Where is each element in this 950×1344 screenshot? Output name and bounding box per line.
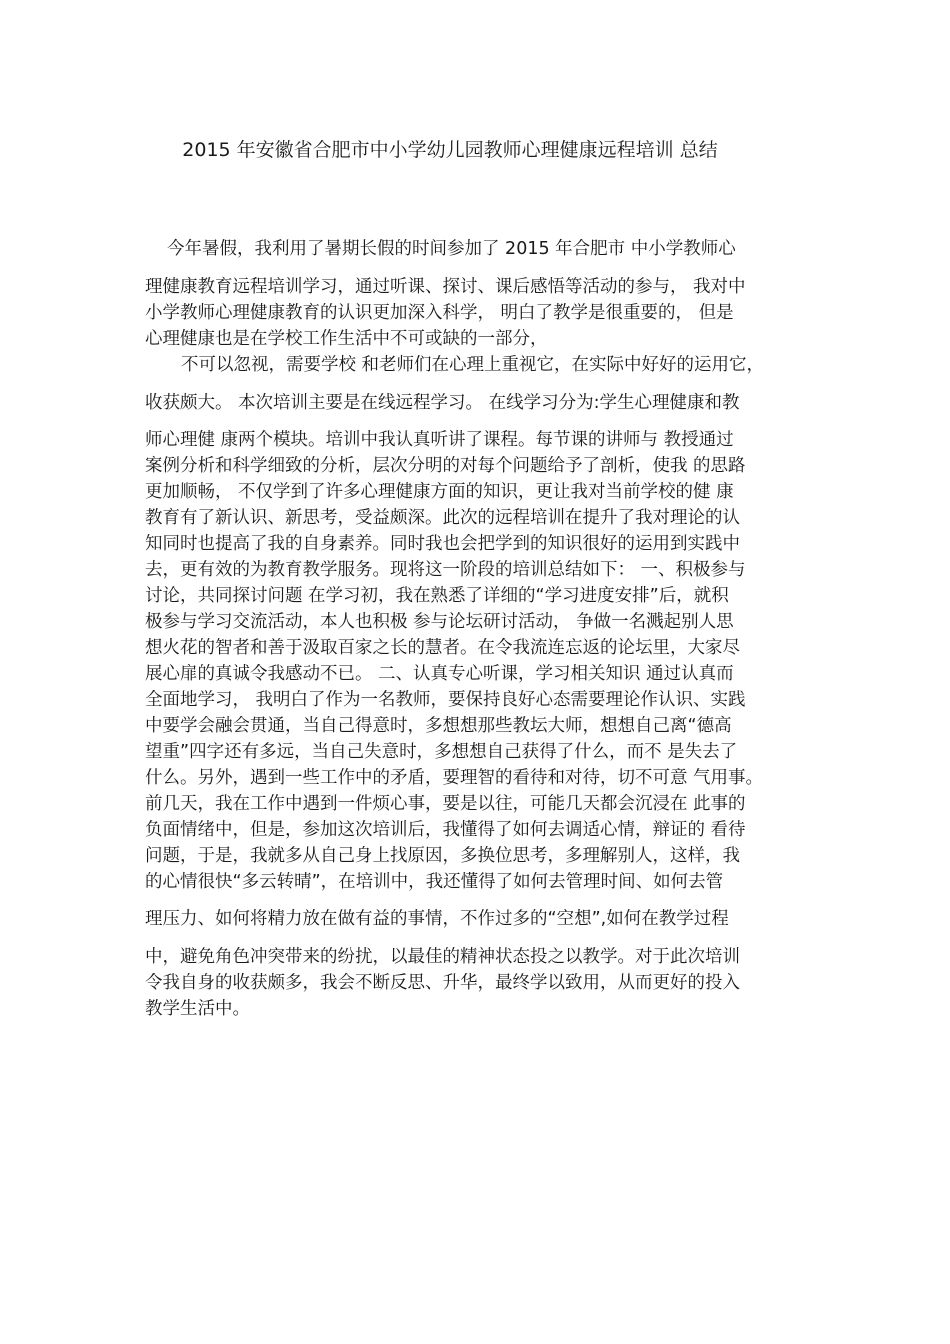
body-line: 今年暑假，我利用了暑期长假的时间参加了 2015 年合肥市 中小学教师心	[167, 239, 736, 259]
body-line: 教学生活中。	[145, 999, 250, 1019]
body-line: 极参与学习交流活动，本人也积极 参与论坛研讨活动， 争做一名溅起别人思	[145, 612, 734, 632]
body-line: 前几天，我在工作中遇到一件烦心事，要是以往，可能几天都会沉浸在 此事的	[145, 794, 746, 814]
body-line: 更加顺畅， 不仅学到了许多心理健康方面的知识，更让我对当前学校的健 康	[145, 482, 734, 502]
body-line: 收获颇大。 本次培训主要是在线远程学习。 在线学习分为:学生心理健康和教	[145, 393, 740, 413]
body-line: 中，避免角色冲突带来的纷扰，以最佳的精神状态投之以教学。对于此次培训	[145, 947, 740, 967]
body-line: 知同时也提高了我的自身素养。同时我也会把学到的知识很好的运用到实践中	[145, 534, 740, 554]
body-line: 问题，于是，我就多从自己身上找原因，多换位思考，多理解别人，这样，我	[145, 846, 740, 866]
document-title: 2015 年安徽省合肥市中小学幼儿园教师心理健康远程培训 总结	[182, 139, 718, 161]
body-line: 不可以忽视，需要学校 和老师们在心理上重视它，在实际中好好的运用它，	[181, 355, 765, 375]
body-line: 全面地学习， 我明白了作为一名教师，要保持良好心态需要理论作认识、实践	[145, 690, 746, 710]
body-line: 展心扉的真诚令我感动不已。 二、认真专心听课，学习相关知识 通过认真而	[145, 664, 734, 684]
body-line: 教育有了新认识、新思考，受益颇深。此次的远程培训在提升了我对理论的认	[145, 508, 740, 528]
body-line: 望重”四字还有多远，当自己失意时，多想想自己获得了什么，而不 是失去了	[145, 742, 738, 762]
body-line: 理健康教育远程培训学习，通过听课、探讨、课后感悟等活动的参与， 我对中	[145, 277, 746, 297]
body-line: 小学教师心理健康教育的认识更加深入科学， 明白了教学是很重要的， 但是	[145, 303, 734, 323]
body-line: 什么。另外，遇到一些工作中的矛盾，要理智的看待和对待，切不可意 气用事。	[145, 768, 764, 788]
body-line: 负面情绪中，但是，参加这次培训后，我懂得了如何去调适心情，辩证的 看待	[145, 820, 746, 840]
body-line: 心理健康也是在学校工作生活中不可或缺的一部分，	[145, 329, 548, 349]
body-line: 想火花的智者和善于汲取百家之长的慧者。在令我流连忘返的论坛里，大家尽	[145, 638, 740, 658]
body-line: 的心情很快“多云转晴”，在培训中，我还懂得了如何去管理时间、如何去管	[145, 872, 724, 892]
body-line: 理压力、如何将精力放在做有益的事情，不作过多的“空想”,如何在教学过程	[145, 909, 729, 929]
body-line: 中要学会融会贯通，当自己得意时，多想想那些教坛大师，想想自己离“德高	[145, 716, 732, 736]
body-line: 案例分析和科学细致的分析，层次分明的对每个问题给予了剖析，使我 的思路	[145, 456, 746, 476]
body-line: 师心理健 康两个模块。培训中我认真听讲了课程。每节课的讲师与 教授通过	[145, 430, 734, 450]
body-line: 令我自身的收获颇多，我会不断反思、升华，最终学以致用，从而更好的投入	[145, 973, 740, 993]
body-line: 去，更有效的为教育教学服务。现将这一阶段的培训总结如下： 一、积极参与	[145, 560, 746, 580]
body-line: 讨论，共同探讨问题 在学习初，我在熟悉了详细的“学习进度安排”后，就积	[145, 586, 729, 606]
